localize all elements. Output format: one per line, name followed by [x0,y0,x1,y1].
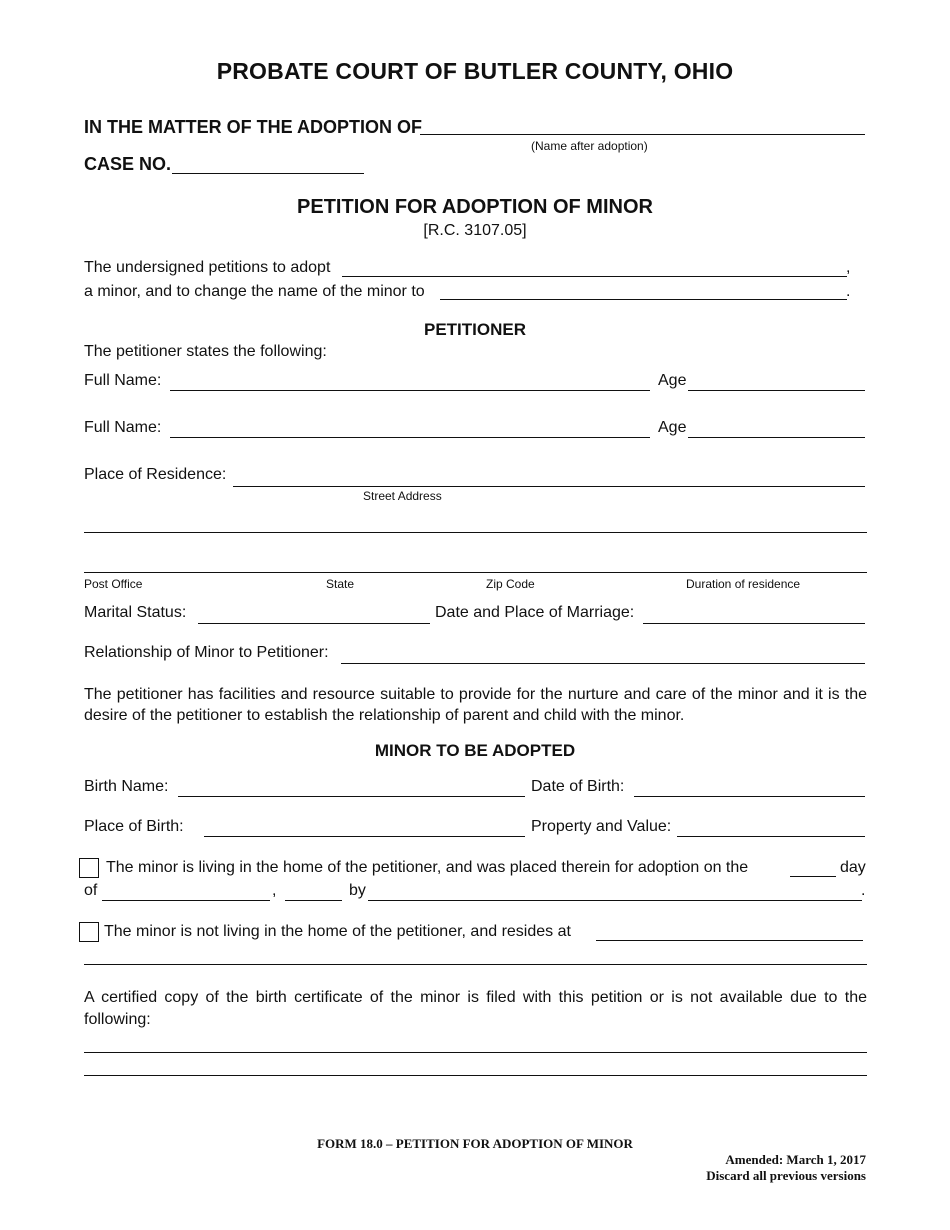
not-living-in-home-checkbox[interactable] [79,922,99,942]
birth-name-label: Birth Name: [84,778,169,795]
discard-notice: Discard all previous versions [706,1168,866,1183]
placed-by-field[interactable] [368,900,862,901]
age-label-1: Age [658,372,687,389]
intro-period: . [846,283,851,300]
certificate-reason-field-1[interactable] [84,1052,867,1053]
living-in-home-text: The minor is living in the home of the petitioner, and was placed therein for adoption on the [106,859,749,876]
residence-label: Place of Residence: [84,466,227,483]
name-after-adoption-caption: (Name after adoption) [531,139,648,153]
age-field-2[interactable] [688,437,865,438]
not-living-in-home-text: The minor is not living in the home of the petitioner, and resides at [104,923,571,940]
by-label: by [349,882,366,899]
form-name-footer: FORM 18.0 – PETITION FOR ADOPTION OF MINOR [317,1136,633,1151]
placement-comma: , [272,882,277,899]
placement-year-field[interactable] [285,900,342,901]
resides-at-field[interactable] [596,940,863,941]
day-label: day [840,859,866,876]
property-field[interactable] [677,836,865,837]
street-address-caption: Street Address [363,489,442,503]
place-of-birth-label: Place of Birth: [84,818,184,835]
property-label: Property and Value: [531,818,672,835]
petitioner-states-text: The petitioner states the following: [84,343,327,360]
petitioner-heading: PETITIONER [423,320,526,339]
marriage-label: Date and Place of Marriage: [435,604,635,621]
adoption-name-field[interactable] [420,134,865,135]
case-number-label: CASE NO. [84,154,172,174]
relationship-label: Relationship of Minor to Petitioner: [84,644,329,661]
statute-reference: [R.C. 3107.05] [423,222,527,239]
full-name-field-2[interactable] [170,437,650,438]
state-caption: State [326,577,355,591]
marital-status-field[interactable] [198,623,430,624]
of-label: of [84,882,98,899]
placement-day-field[interactable] [790,876,836,877]
date-of-birth-field[interactable] [634,796,865,797]
full-name-field-1[interactable] [170,390,650,391]
marital-status-label: Marital Status: [84,604,187,621]
court-title: PROBATE COURT OF BUTLER COUNTY, OHIO [216,58,734,84]
facilities-statement: The petitioner has facilities and resource suitable to provide for the nurture and care of the minor and it is the desire of the petitioner to establish the relationship of parent and child with the minor. [84,686,867,724]
relationship-field[interactable] [341,663,865,664]
birth-certificate-statement: A certified copy of the birth certificate of the minor is filed with this petition or is not available due to the following: [84,989,867,1028]
age-field-1[interactable] [688,390,865,391]
street-address-field[interactable] [233,486,865,487]
marriage-field[interactable] [643,623,865,624]
full-name-label-2: Full Name: [84,419,162,436]
certificate-reason-field-2[interactable] [84,1075,867,1076]
residence-line-2-field[interactable] [84,532,867,533]
post-office-caption: Post Office [84,577,143,591]
birth-name-field[interactable] [178,796,525,797]
adoption-matter-label: IN THE MATTER OF THE ADOPTION OF [84,117,422,137]
date-of-birth-label: Date of Birth: [531,778,625,795]
intro-comma: , [846,259,851,276]
form-title: PETITION FOR ADOPTION OF MINOR [297,196,653,218]
place-of-birth-field[interactable] [204,836,525,837]
amended-date: Amended: March 1, 2017 [725,1152,866,1167]
resides-at-line-2-field[interactable] [84,964,867,965]
case-number-field[interactable] [172,173,364,174]
age-label-2: Age [658,419,687,436]
zip-code-caption: Zip Code [486,577,535,591]
minor-name-field[interactable] [342,276,847,277]
new-name-field[interactable] [440,299,847,300]
placement-month-field[interactable] [102,900,270,901]
minor-heading: MINOR TO BE ADOPTED [374,741,576,760]
placement-period: . [861,882,866,899]
intro-change-name-label: a minor, and to change the name of the minor to [84,283,425,300]
residence-line-3-field[interactable] [84,572,867,573]
living-in-home-checkbox[interactable] [79,858,99,878]
intro-adopt-label: The undersigned petitions to adopt [84,259,331,276]
full-name-label-1: Full Name: [84,372,162,389]
duration-caption: Duration of residence [686,577,801,591]
